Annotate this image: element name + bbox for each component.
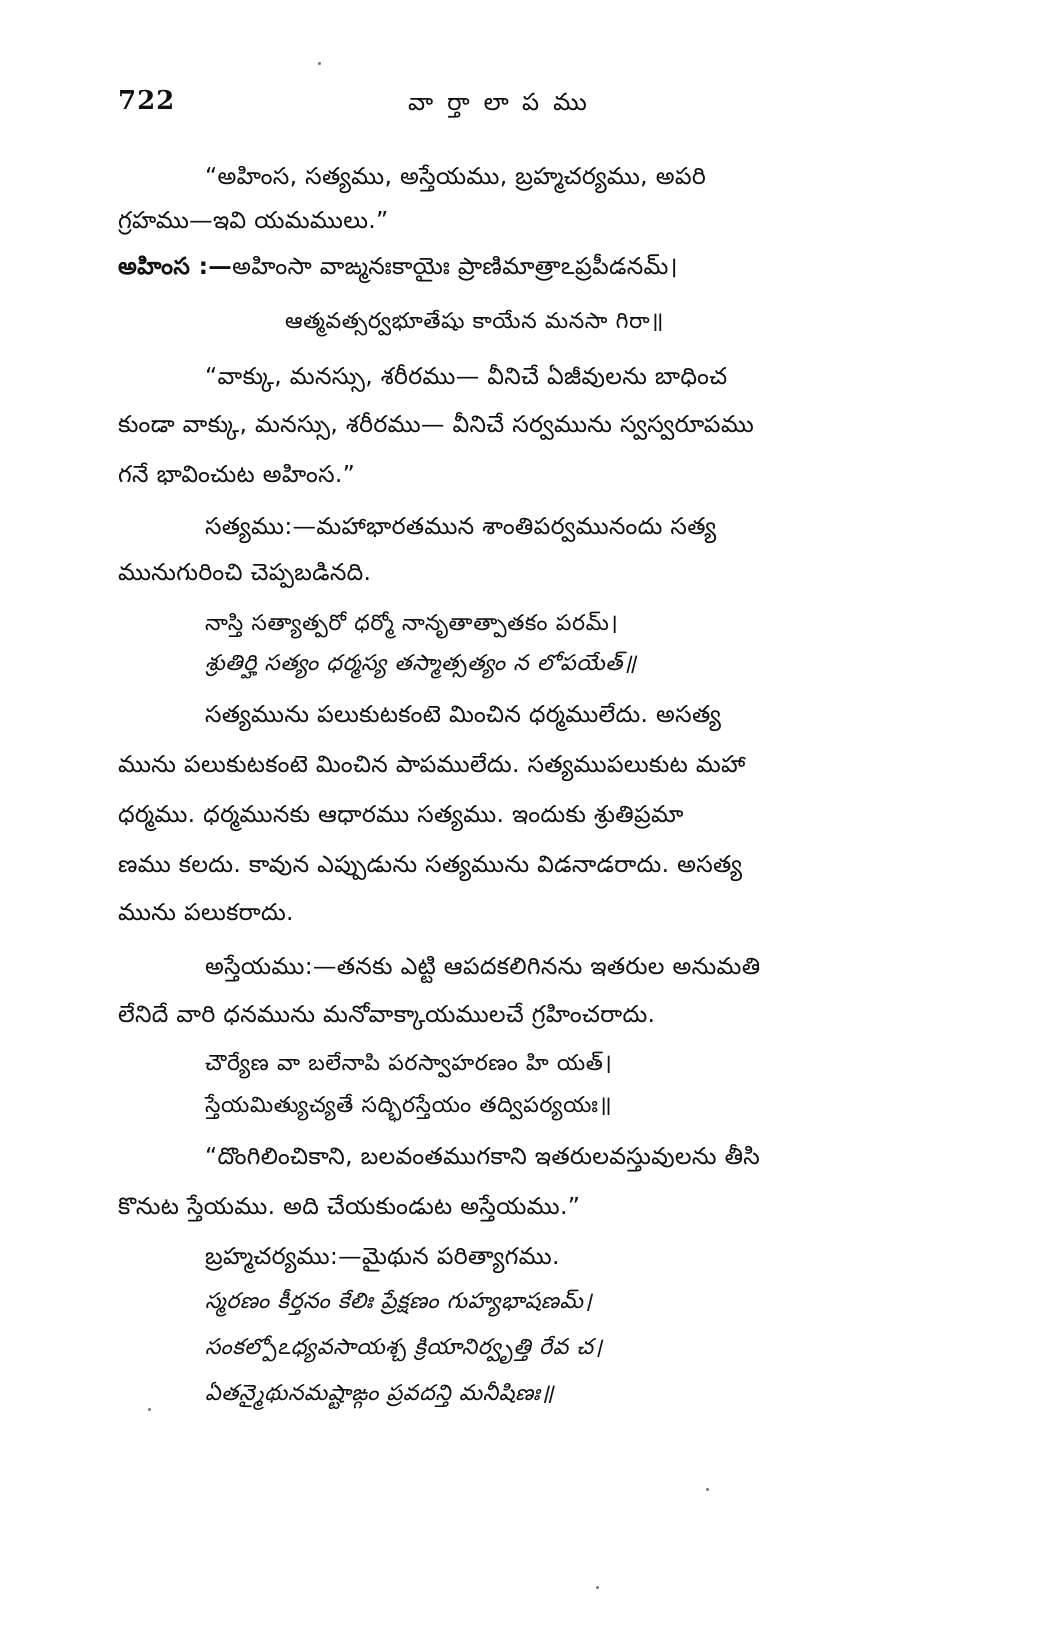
text-line: మును పలుకుటకంటె మించిన పాపములేదు. సత్యముపలుకుట మహా: [118, 750, 746, 778]
verse-line: చౌర్యేణ వా బలేనాపి పరస్వాహరణం హి యత్।: [205, 1051, 613, 1076]
scan-speck: [596, 1586, 599, 1589]
verse-line: నాస్తి సత్యాత్పరో ధర్మో నానృతాత్పాతకం పరమ్।: [205, 611, 619, 636]
verse-line: ఆత్మవత్సర్వభూతేషు కాయేన మనసా గిరా॥: [285, 309, 665, 334]
text-line: బ్రహ్మచర్యము:—మైథున పరిత్యాగము.: [205, 1242, 560, 1270]
page-header: [118, 86, 958, 126]
text-line: అహింస :—అహింసా వాఙ్మనఃకాయైః ప్రాణిమాత్రాఽప్రపీడనమ్।: [118, 252, 678, 280]
text-line: గ్రహము—ఇవి యమములు.”: [118, 206, 389, 234]
text-line: గనే భావించుట అహింస.”: [118, 460, 356, 488]
scan-speck: [148, 1408, 151, 1411]
text-line: అస్తేయము:—తనకు ఎట్టి ఆపదకలిగినను ఇతరుల అనుమతి: [205, 952, 761, 980]
text-line: “దొంగిలించికాని, బలవంతముగకాని ఇతరులవస్తువులను తీసి: [205, 1142, 761, 1170]
text-line: “అహింస, సత్యము, అస్తేయము, బ్రహ్మచర్యము, అపరి: [205, 162, 707, 190]
text-line: ధర్మము. ధర్మమునకు ఆధారము సత్యము. ఇందుకు శ్రుతిప్రమా: [118, 800, 684, 828]
text-line: కొనుట స్తేయము. అది చేయకుండుట అస్తేయము.”: [118, 1192, 581, 1220]
text-line: సత్యము:—మహాభారతమున శాంతిపర్వమునందు సత్య: [205, 512, 717, 540]
verse-line: ఏతన్మైథునమష్టాఙ్గం ప్రవదన్తి మనీషిణః॥: [205, 1381, 555, 1406]
running-title: వార్తాలాపము: [408, 88, 601, 116]
text-line: సత్యమును పలుకుటకంటె మించిన ధర్మములేదు. అసత్య: [205, 700, 722, 728]
text-line: ణము కలదు. కావున ఎప్పుడును సత్యమును విడనాడరాదు. అసత్య: [118, 850, 743, 878]
page-number: 722: [118, 86, 176, 116]
verse-line: స్తేయమిత్యుచ్యతే సద్భిరస్తేయం తద్విపర్యయః॥: [205, 1093, 613, 1118]
verse-line: సంకల్పోఽధ్యవసాయశ్చ క్రియానిర్వృత్తి రేవ చ।: [205, 1335, 603, 1360]
text-line: మును పలుకరాదు.: [118, 898, 294, 926]
scan-speck: [706, 1488, 709, 1491]
verse-line: స్మరణం కీర్తనం కేలిః ప్రేక్షణం గుహ్యభాషణమ్।: [205, 1289, 593, 1314]
scan-speck: [318, 62, 321, 65]
verse-line: శ్రుతిర్హి సత్యం ధర్మస్య తస్మాత్సత్యం న లోపయేత్॥: [205, 651, 637, 676]
text-line: లేనిదే వారి ధనమును మనోవాక్కాయములచే గ్రహించరాదు.: [118, 1000, 656, 1028]
text-line: కుండా వాక్కు, మనస్సు, శరీరము— వీనిచే సర్వమును స్వస్వరూపము: [118, 410, 755, 438]
text-line: మునుగురించి చెప్పబడినది.: [118, 558, 372, 586]
text-line: “వాక్కు, మనస్సు, శరీరము— వీనిచే ఏజీవులను బాధించ: [205, 362, 728, 390]
